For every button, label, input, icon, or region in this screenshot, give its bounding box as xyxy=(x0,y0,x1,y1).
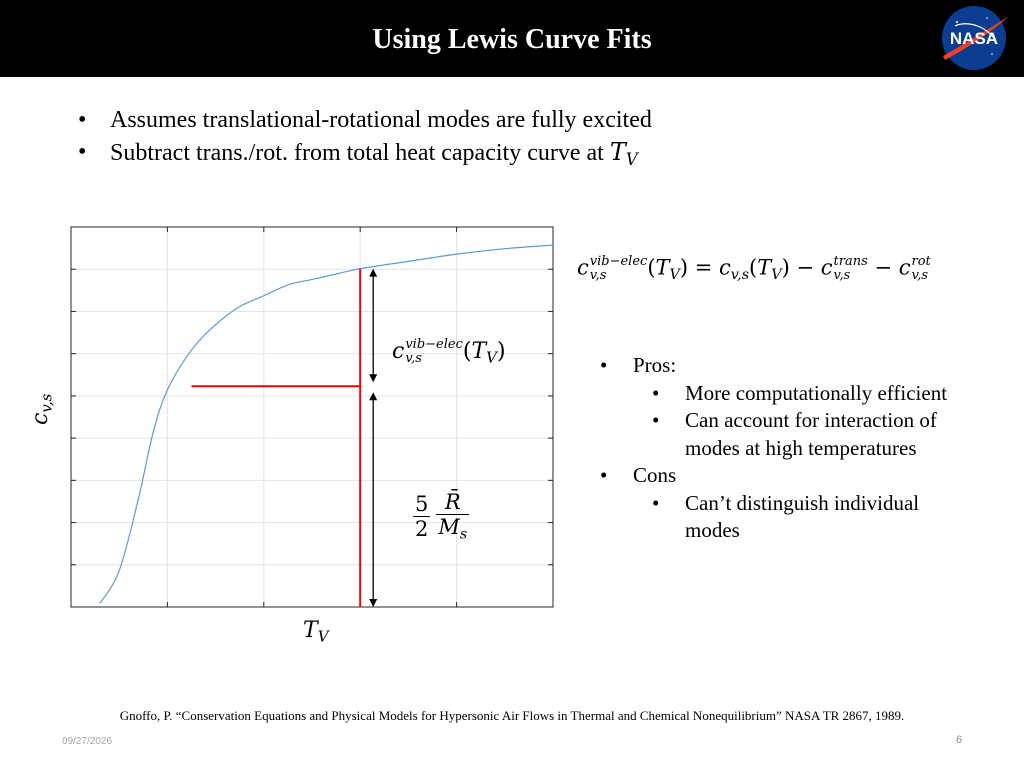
bullet-text: Subtract trans./rot. from total heat capacity curve at xyxy=(110,140,610,166)
bullet-math-t: T xyxy=(609,138,626,166)
trans-rot-arrow-head-bottom xyxy=(369,599,377,607)
vib-elec-arrow-head-top xyxy=(369,269,377,277)
bullet-math-sub: V xyxy=(625,149,638,169)
bullet-symbol: • xyxy=(78,107,87,133)
slide-title: Using Lewis Curve Fits xyxy=(372,24,652,55)
bullet-symbol: • xyxy=(78,139,87,165)
vib-elec-arrow-head-bottom xyxy=(369,374,377,382)
slide-date: 09/27/2026 xyxy=(62,736,113,747)
cons-heading: • Cons xyxy=(600,463,677,487)
pros-cons-list xyxy=(600,352,947,545)
slide-number: 6 xyxy=(956,734,963,746)
cons-item: • Can’t distinguish individual xyxy=(652,490,920,515)
bullet-text: Assumes translational-rotational modes are fully excited xyxy=(110,107,652,133)
pros-item: • Can account for interaction of xyxy=(652,408,937,432)
trans-rot-fraction-label: $\frac{5}{2}$ $\frac{R̄}{M_s}$ xyxy=(415,490,468,543)
main-equation: c vib−elec v,s $(T_V) = c_{v,s}(T_V) - c$ trans v,s − c rot v,s xyxy=(577,254,931,283)
pros-heading: • Pros: xyxy=(600,353,677,377)
vib-elec-label: c vib−elec v,s $(T_V)$ xyxy=(392,337,506,367)
plot-frame xyxy=(71,227,553,607)
nasa-logo-text: NASA xyxy=(949,29,999,48)
pros-item-continued: modes at high temperatures xyxy=(685,435,917,460)
pros-item: • More computationally efficient xyxy=(652,380,948,405)
reference-citation: Gnoffo, P. “Conservation Equations and Physical Models for Hypersonic Air Flows in Thermal and Chemical Nonequilibrium” NASA TR 2867, 1989. xyxy=(119,708,905,723)
cons-item-continued: modes xyxy=(685,518,740,542)
x-axis-label: $T_V$ xyxy=(303,618,329,646)
y-axis-label: $c_{v,s}$ xyxy=(28,393,56,425)
